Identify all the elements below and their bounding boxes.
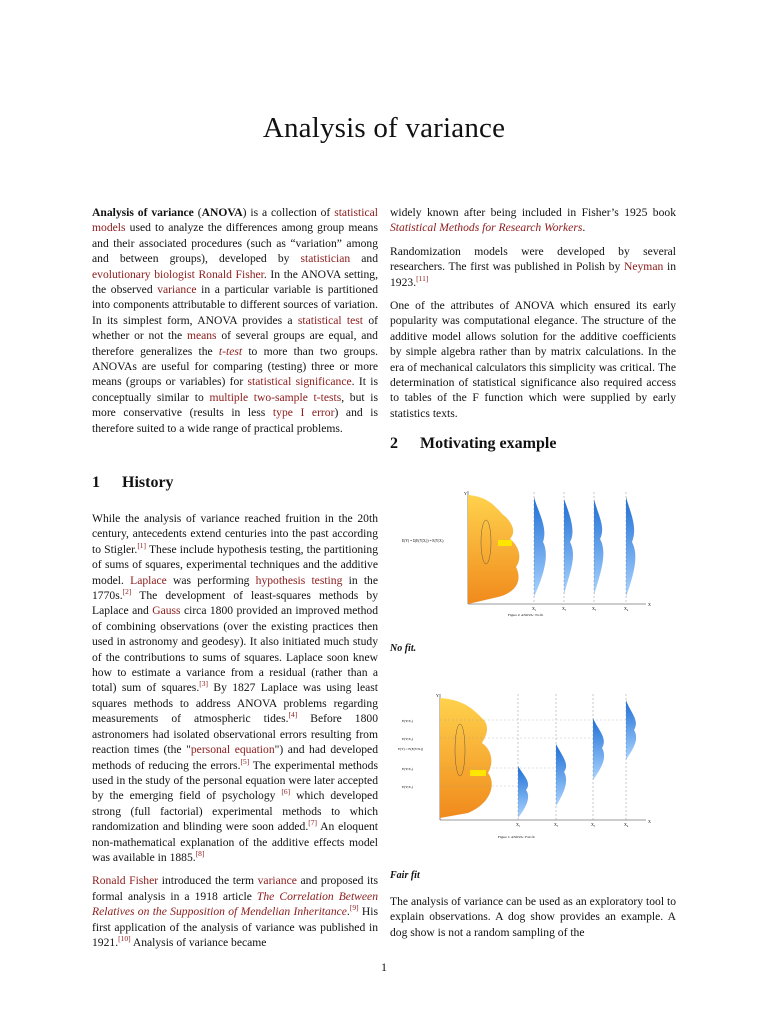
text: and <box>350 252 379 266</box>
text: ) is a collection of <box>242 206 335 219</box>
link-statistician[interactable]: statistician <box>300 252 351 266</box>
section-number: 1 <box>92 474 100 491</box>
x-tick-x3: X₃ <box>591 822 596 827</box>
label-e-y-x4: E(Y|X₄) <box>402 719 414 723</box>
history-text <box>92 511 378 958</box>
right-paragraph-4: The analysis of variance can be used as an exploratory tool to explain observations. A dog show provides an example. A dog show is not a random sampling of the <box>390 895 676 939</box>
link-evolutionary-biologist[interactable]: evolutionary biologist <box>92 267 195 281</box>
link-multiple-t-tests[interactable]: multiple two-sample t-tests <box>209 390 342 404</box>
x-axis-label: X <box>648 602 651 607</box>
blue-distributions <box>518 700 636 818</box>
text: which developed strong (full factorial) experimental methods to which randomization and blinding were soon added. <box>92 789 378 834</box>
text: These include hypothesis testing, the partitioning of sums of squares, experimental techniques and the additive model. <box>92 542 378 587</box>
link-personal-equation[interactable]: personal equation <box>190 743 275 757</box>
label-e-y-x1: E(Y|X₁) <box>402 785 414 789</box>
link-t-test[interactable]: t-test <box>218 344 243 358</box>
ref-6[interactable]: [6] <box>281 787 291 797</box>
page-number: 1 <box>381 960 387 974</box>
bold-term: ANOVA <box>201 206 243 219</box>
text: in the 1770s. <box>92 573 378 603</box>
link-hypothesis-testing[interactable]: hypothesis testing <box>255 573 343 587</box>
link-ronald-fisher-2[interactable]: Ronald Fisher <box>92 874 159 888</box>
x-tick-x1: X₁ <box>516 822 521 827</box>
section-heading-motivating-example <box>390 435 556 453</box>
text: ") and had developed methods of reducing the errors. <box>92 743 378 772</box>
text: ( <box>193 206 202 219</box>
page-title: Analysis of variance <box>262 112 506 144</box>
right-paragraph-2 <box>390 244 676 290</box>
ref-11[interactable]: [11] <box>416 273 429 283</box>
text: in a particular variable is partitioned into components attributable to different sources of variation. In its simplest form, ANOVA provides a <box>92 283 378 327</box>
link-type-i-error[interactable]: type I error <box>272 406 335 420</box>
text: of several groups are equal, and therefore generalizes the <box>92 329 378 358</box>
text: Before 1800 astronomers had isolated observational errors resulting from reaction times (the " <box>92 712 378 757</box>
figure-caption-no-fit: No fit. <box>390 643 417 654</box>
x-tick-x4: X₄ <box>624 606 629 611</box>
history-paragraph-1 <box>92 511 378 865</box>
link-means[interactable]: means <box>186 329 217 343</box>
x-tick-x1: X₁ <box>532 606 537 611</box>
blue-distributions <box>534 497 635 597</box>
ref-4[interactable]: [4] <box>288 710 298 720</box>
text: and proposed its formal analysis in a 1918 article <box>92 874 378 903</box>
link-statistical-models[interactable]: statistical models <box>92 206 378 235</box>
text: circa 1800 provided an improved method of combining observations (over the existing practices then used in astronomy and geodesy). It also initiated much study of the contributions to sums of squares. Laplace soon knew how to estimate a variance from a residual (rather than a total) sum of squares. <box>92 604 378 695</box>
text: The development of least-squares methods by Laplace and <box>92 589 378 618</box>
text: introduced the term <box>158 874 258 888</box>
label-e-y-x3: E(Y|X₃) <box>402 737 414 741</box>
text: Analysis of variance became <box>130 935 267 949</box>
link-correlation-article[interactable]: The Correlation Between Relatives on the Supposition of Mendelian Inheritance <box>92 889 378 919</box>
text: . <box>582 221 586 235</box>
x-tick-x2: X₂ <box>562 606 567 611</box>
text: While the analysis of variance reached fruition in the 20th century, antecedents extend centuries into the past according to Stigler. <box>92 512 378 556</box>
intro-paragraph <box>92 205 378 436</box>
right-column <box>390 205 676 429</box>
text: used to analyze the differences among group means and their associated procedures (such as “variation” among and between groups), developed by <box>92 221 378 266</box>
ref-9[interactable]: [9] <box>349 903 359 913</box>
text: An eloquent non-mathematical explanation of the additive effects model was available in 1885. <box>92 820 379 864</box>
text: . <box>346 905 350 919</box>
link-gauss[interactable]: Gauss <box>152 604 181 618</box>
x-tick-x4: X₄ <box>624 822 629 827</box>
text: His first application of the analysis of variance was published in 1921. <box>92 905 378 949</box>
text: widely known after being included in Fisher’s 1925 book <box>390 206 676 219</box>
guide-lines <box>534 492 626 604</box>
link-neyman[interactable]: Neyman <box>623 260 664 274</box>
bold-term: Analysis of variance <box>92 206 194 219</box>
figure-inner-caption: Figure 2: ANOVA : No fit <box>508 613 544 617</box>
link-statistical-test[interactable]: statistical test <box>297 313 364 327</box>
history-paragraph-2 <box>92 873 378 950</box>
text: . In the ANOVA setting, the observed <box>92 267 379 297</box>
section-number: 2 <box>390 435 398 452</box>
text: in 1923. <box>390 260 676 289</box>
x-tick-x2: X₂ <box>554 822 559 827</box>
text: was performing <box>166 573 256 587</box>
link-statistical-significance[interactable]: statistical significance <box>247 375 352 389</box>
text: ) and is therefore suited to a wide range of practical problems. <box>92 406 378 435</box>
link-laplace[interactable]: Laplace <box>130 573 167 587</box>
section-title: History <box>122 474 174 491</box>
right-paragraph-1 <box>390 205 676 236</box>
figure-caption-fair-fit: Fair fit <box>390 870 420 881</box>
ref-8[interactable]: [8] <box>195 849 205 859</box>
ref-7[interactable]: [7] <box>308 818 317 828</box>
ref-2[interactable]: [2] <box>122 587 132 597</box>
y-axis-label: Y <box>436 693 439 698</box>
link-variance-2[interactable]: variance <box>257 874 297 888</box>
link-ronald-fisher[interactable]: Ronald Fisher <box>198 267 264 281</box>
guide-lines <box>518 694 626 820</box>
x-tick-x3: X₃ <box>592 606 597 611</box>
y-axis-label: Y <box>464 491 467 496</box>
text: . It is conceptually similar to <box>92 375 378 404</box>
label-e-y-x2: E(Y|X₂) <box>402 767 414 771</box>
section-heading-history <box>92 474 174 492</box>
formula-label: E(Y) = Σ(E(Y|Xᵢ)) = E(Y|Xᵢ) <box>402 539 444 543</box>
text: of whether or not the <box>92 313 378 343</box>
mean-highlight <box>498 540 512 546</box>
section-title: Motivating example <box>420 435 557 452</box>
ref-10[interactable]: [10] <box>118 934 131 944</box>
text: to more than two groups. ANOVAs are useful for comparing (testing) three or more means (groups or variables) for <box>92 344 378 389</box>
figure-fair-fit <box>398 688 660 848</box>
text: By 1827 Laplace was using least squares methods to address ANOVA problems regarding measurements of atmospheric tides. <box>92 681 378 726</box>
ref-3[interactable]: [3] <box>199 679 208 689</box>
text: , but is more conservative (results in less <box>92 390 378 420</box>
ref-1[interactable]: [1] <box>137 540 147 550</box>
orange-distribution <box>440 698 492 818</box>
right-paragraph-3: One of the attributes of ANOVA which ensured its early popularity was computational elegance. The structure of the additive model allows solution for the additive coefficients by simple algebra rather than by matrix calculations. In the era of mechanical calculators this simplicity was critical. The determination of statistical significance also required access to tables of the F function which were supplied by early statistics texts. <box>390 299 676 420</box>
label-e-y-overall: E(Y) = E(E(Y|Xᵢ)) <box>398 747 424 751</box>
left-column <box>92 205 378 444</box>
text: The experimental methods used in the study of the personal equation were later accepted by the emerging field of psychology <box>92 758 378 803</box>
mean-highlight <box>470 770 486 776</box>
x-axis-label: X <box>648 819 651 824</box>
link-statistical-methods-book[interactable]: Statistical Methods for Research Workers <box>390 221 583 235</box>
link-variance[interactable]: variance <box>157 283 197 297</box>
text: Randomization models were developed by several researchers. The first was published in Polish by <box>390 244 676 274</box>
orange-distribution <box>468 495 519 604</box>
figure-inner-caption: Figure 1: ANOVA : Fair fit <box>498 835 535 839</box>
ref-5[interactable]: [5] <box>240 756 250 766</box>
figure-no-fit <box>398 487 660 617</box>
